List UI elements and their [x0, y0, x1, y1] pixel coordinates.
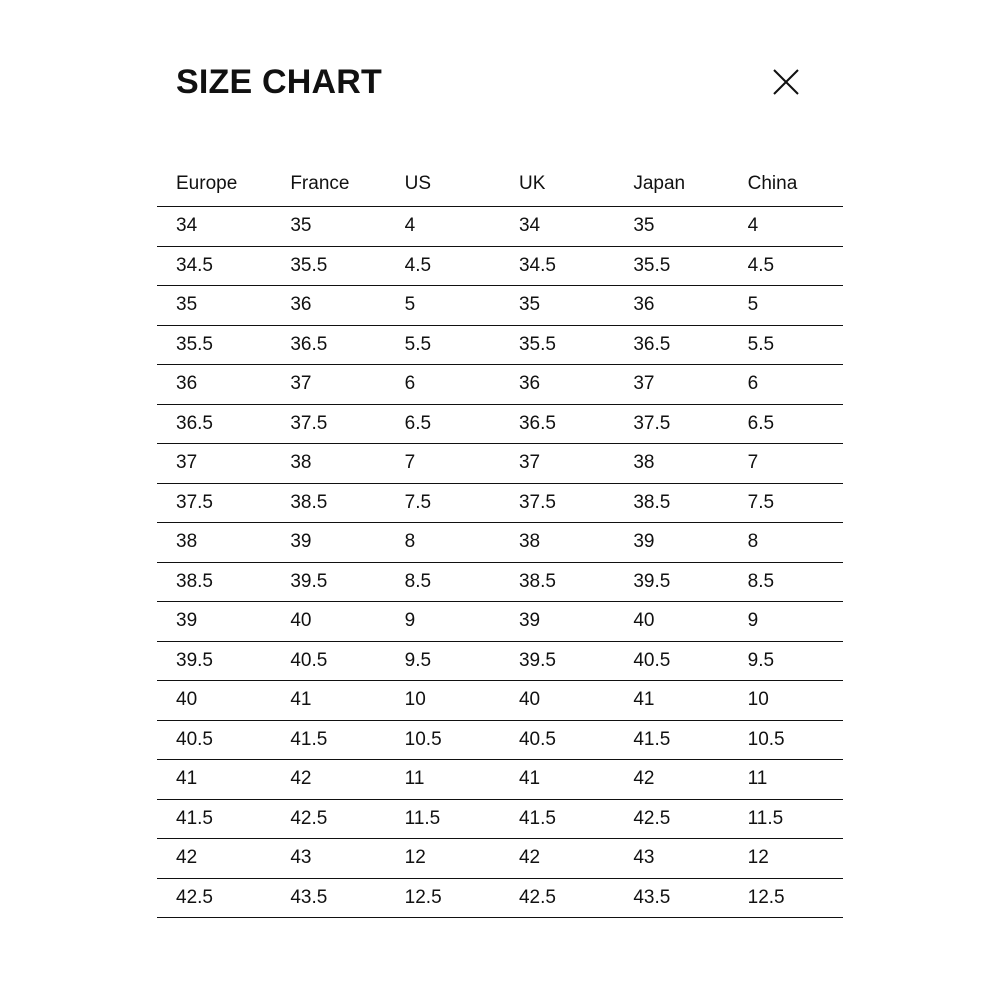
table-cell-china: 8.5 — [729, 562, 843, 602]
table-cell-china: 10.5 — [729, 720, 843, 760]
table-header-row — [157, 162, 843, 207]
column-header-us: US — [386, 162, 500, 207]
table-cell-europe: 34.5 — [157, 246, 271, 286]
table-cell-us: 5.5 — [386, 325, 500, 365]
table-cell-uk: 36.5 — [500, 404, 614, 444]
table-cell-china: 7 — [729, 444, 843, 484]
table-cell-france: 36.5 — [271, 325, 385, 365]
close-button[interactable] — [770, 66, 802, 98]
table-cell-europe: 40.5 — [157, 720, 271, 760]
table-cell-japan: 42 — [614, 760, 728, 800]
table-cell-uk: 34 — [500, 207, 614, 247]
table-cell-japan: 40 — [614, 602, 728, 642]
table-cell-china: 8 — [729, 523, 843, 563]
table-cell-europe: 41 — [157, 760, 271, 800]
table-cell-europe: 34 — [157, 207, 271, 247]
table-row — [157, 523, 843, 563]
table-cell-us: 8.5 — [386, 562, 500, 602]
column-header-france: France — [271, 162, 385, 207]
table-row — [157, 641, 843, 681]
table-row — [157, 246, 843, 286]
table-cell-europe: 35.5 — [157, 325, 271, 365]
table-cell-europe: 37 — [157, 444, 271, 484]
table-cell-europe: 40 — [157, 681, 271, 721]
page-title: SIZE CHART — [176, 63, 382, 101]
table-cell-us: 7 — [386, 444, 500, 484]
size-table — [157, 162, 843, 918]
table-row — [157, 878, 843, 918]
table-cell-france: 38.5 — [271, 483, 385, 523]
table-cell-japan: 41.5 — [614, 720, 728, 760]
table-cell-us: 12.5 — [386, 878, 500, 918]
table-cell-china: 12 — [729, 839, 843, 879]
table-cell-us: 12 — [386, 839, 500, 879]
table-row — [157, 365, 843, 405]
table-cell-us: 7.5 — [386, 483, 500, 523]
table-cell-france: 37 — [271, 365, 385, 405]
table-cell-europe: 38.5 — [157, 562, 271, 602]
table-cell-france: 41.5 — [271, 720, 385, 760]
table-cell-france: 40 — [271, 602, 385, 642]
table-cell-china: 12.5 — [729, 878, 843, 918]
table-cell-japan: 43 — [614, 839, 728, 879]
table-cell-china: 5 — [729, 286, 843, 326]
table-cell-uk: 36 — [500, 365, 614, 405]
table-cell-china: 9.5 — [729, 641, 843, 681]
table-cell-uk: 37 — [500, 444, 614, 484]
table-cell-china: 11 — [729, 760, 843, 800]
table-cell-japan: 36 — [614, 286, 728, 326]
table-cell-china: 10 — [729, 681, 843, 721]
table-cell-japan: 36.5 — [614, 325, 728, 365]
table-cell-uk: 42.5 — [500, 878, 614, 918]
table-cell-france: 39 — [271, 523, 385, 563]
table-cell-uk: 35 — [500, 286, 614, 326]
table-cell-china: 7.5 — [729, 483, 843, 523]
table-cell-us: 4 — [386, 207, 500, 247]
table-cell-uk: 40.5 — [500, 720, 614, 760]
table-cell-us: 11.5 — [386, 799, 500, 839]
table-cell-france: 38 — [271, 444, 385, 484]
table-cell-japan: 41 — [614, 681, 728, 721]
table-row — [157, 839, 843, 879]
table-row — [157, 681, 843, 721]
table-cell-uk: 39 — [500, 602, 614, 642]
table-cell-uk: 42 — [500, 839, 614, 879]
column-header-europe: Europe — [157, 162, 271, 207]
table-cell-france: 43.5 — [271, 878, 385, 918]
table-cell-japan: 38.5 — [614, 483, 728, 523]
table-cell-europe: 38 — [157, 523, 271, 563]
table-cell-china: 11.5 — [729, 799, 843, 839]
table-row — [157, 760, 843, 800]
table-cell-france: 39.5 — [271, 562, 385, 602]
table-row — [157, 799, 843, 839]
close-icon — [770, 66, 802, 98]
table-row — [157, 602, 843, 642]
table-cell-uk: 38.5 — [500, 562, 614, 602]
table-cell-japan: 37.5 — [614, 404, 728, 444]
table-cell-us: 9.5 — [386, 641, 500, 681]
column-header-uk: UK — [500, 162, 614, 207]
table-row — [157, 325, 843, 365]
table-cell-france: 42 — [271, 760, 385, 800]
table-cell-france: 37.5 — [271, 404, 385, 444]
table-cell-us: 6 — [386, 365, 500, 405]
table-cell-japan: 39 — [614, 523, 728, 563]
table-cell-china: 4 — [729, 207, 843, 247]
table-cell-japan: 35 — [614, 207, 728, 247]
table-cell-europe: 36 — [157, 365, 271, 405]
table-cell-france: 42.5 — [271, 799, 385, 839]
column-header-japan: Japan — [614, 162, 728, 207]
table-row — [157, 562, 843, 602]
table-cell-uk: 34.5 — [500, 246, 614, 286]
table-cell-china: 9 — [729, 602, 843, 642]
table-cell-uk: 37.5 — [500, 483, 614, 523]
table-cell-uk: 41 — [500, 760, 614, 800]
table-cell-europe: 39.5 — [157, 641, 271, 681]
table-cell-europe: 41.5 — [157, 799, 271, 839]
table-cell-france: 35.5 — [271, 246, 385, 286]
table-cell-japan: 35.5 — [614, 246, 728, 286]
table-row — [157, 483, 843, 523]
table-cell-us: 10.5 — [386, 720, 500, 760]
table-cell-china: 5.5 — [729, 325, 843, 365]
table-cell-us: 10 — [386, 681, 500, 721]
table-cell-china: 6.5 — [729, 404, 843, 444]
table-cell-france: 35 — [271, 207, 385, 247]
column-header-china: China — [729, 162, 843, 207]
table-cell-japan: 43.5 — [614, 878, 728, 918]
table-cell-uk: 38 — [500, 523, 614, 563]
table-cell-uk: 35.5 — [500, 325, 614, 365]
table-row — [157, 444, 843, 484]
table-cell-us: 11 — [386, 760, 500, 800]
table-body — [157, 207, 843, 918]
table-cell-france: 40.5 — [271, 641, 385, 681]
table-cell-japan: 40.5 — [614, 641, 728, 681]
table-cell-japan: 38 — [614, 444, 728, 484]
table-cell-europe: 36.5 — [157, 404, 271, 444]
table-cell-europe: 42.5 — [157, 878, 271, 918]
table-cell-japan: 39.5 — [614, 562, 728, 602]
table-cell-china: 4.5 — [729, 246, 843, 286]
table-cell-france: 43 — [271, 839, 385, 879]
table-cell-china: 6 — [729, 365, 843, 405]
table-cell-france: 41 — [271, 681, 385, 721]
table-cell-us: 5 — [386, 286, 500, 326]
table-row — [157, 404, 843, 444]
table-cell-europe: 35 — [157, 286, 271, 326]
table-cell-france: 36 — [271, 286, 385, 326]
table-cell-us: 9 — [386, 602, 500, 642]
table-row — [157, 720, 843, 760]
table-cell-europe: 37.5 — [157, 483, 271, 523]
table-cell-uk: 40 — [500, 681, 614, 721]
table-cell-us: 4.5 — [386, 246, 500, 286]
table-cell-europe: 42 — [157, 839, 271, 879]
table-cell-us: 8 — [386, 523, 500, 563]
table-cell-europe: 39 — [157, 602, 271, 642]
table-cell-japan: 42.5 — [614, 799, 728, 839]
table-cell-uk: 39.5 — [500, 641, 614, 681]
table-row — [157, 286, 843, 326]
table-cell-japan: 37 — [614, 365, 728, 405]
table-row — [157, 207, 843, 247]
table-cell-uk: 41.5 — [500, 799, 614, 839]
table-cell-us: 6.5 — [386, 404, 500, 444]
